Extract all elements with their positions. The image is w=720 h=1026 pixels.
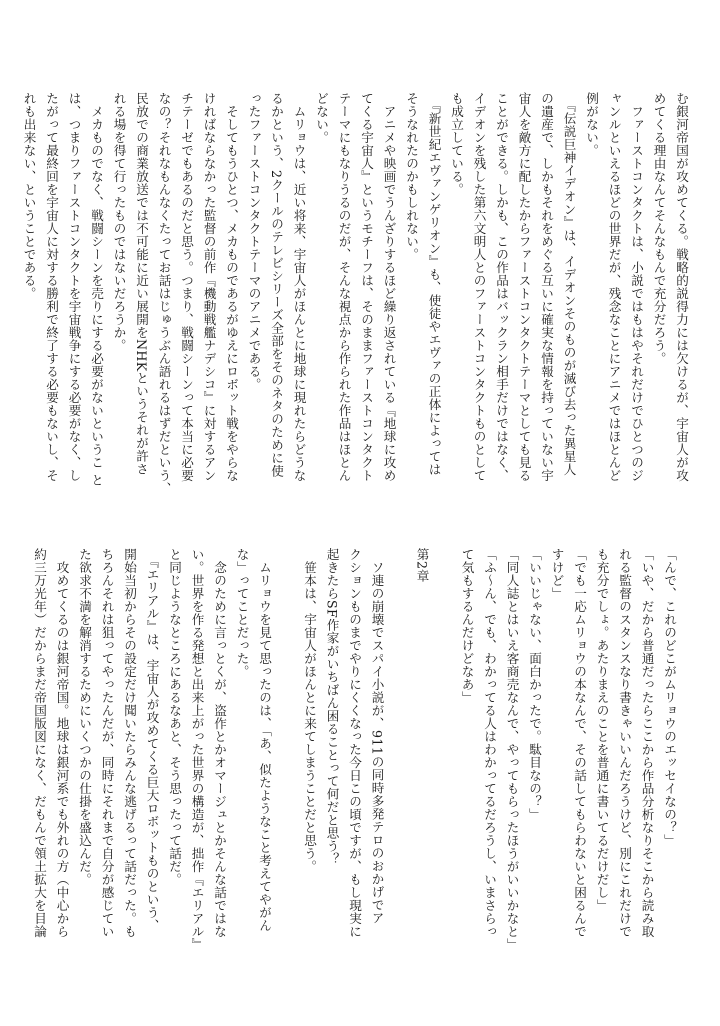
text-line: は、つまりファーストコンタクトを宇宙戦争にする必要がなく、し xyxy=(66,92,82,482)
paragraph-gap xyxy=(275,548,298,1018)
text-line: た欲求不満を解消するためにいくつかの仕掛を盛込んだ。 xyxy=(77,548,92,886)
text-line: そしてもうひとつ、メカものであるがゆえにロボット戦をやらな xyxy=(224,92,239,482)
text-line: ファーストコンタクトは、小説ではもはやそれだけでひとつのジ xyxy=(629,92,644,482)
text-line: そうなれたのかもしれない。 xyxy=(404,92,419,261)
text-line: 「ふ〜ん、でも、わかってる人はわかってるだろうし、いまさらっ xyxy=(482,548,497,938)
text-line: 「でも一応ムリョウの本なんで、その話してもらわないと困るんで xyxy=(572,548,587,938)
text-line: アニメや映画でうんざりするほど繰り返されている『地球に攻め xyxy=(381,92,397,482)
text-line: てくる宇宙人』というモチーフは、そのままファーストコンタクト xyxy=(359,92,374,482)
text-line: ャンルといえるほどの世界だが、残念なことにアニメではほとんど xyxy=(606,92,622,482)
text-line: 約三万光年）だからまだ帝国版図になく、だもんで領土拡大を目論 xyxy=(32,548,47,938)
text-line: るかという、2クールのテレビシリーズ全部をそのネタのために使 xyxy=(269,92,284,478)
text-line: れる場を得て行ったものではないだろうか。 xyxy=(111,92,127,352)
text-line: ムリョウを見て思ったのは、「あ、似たようなこと考えてやがん xyxy=(257,548,272,932)
text-line: れも出来ない、ということである。 xyxy=(21,92,37,300)
paragraph-gap xyxy=(433,548,456,1018)
text-line: テーマにもなりうるのだが、そんな視点から作られた作品はほとん xyxy=(336,92,352,482)
text-line: ソ連の崩壊でスパイ小説が、911の同時多発テロのおかげでア xyxy=(369,548,385,925)
text-line: ったファーストコンタクトテーマのアニメである。 xyxy=(246,92,262,391)
text-line: も成立している。 xyxy=(449,92,464,196)
text-line: メカものでなく、戦闘シーンを売りにする必要がないというこ と xyxy=(89,92,104,487)
text-line: 例がない。 xyxy=(584,92,599,157)
text-line: む銀河帝国が攻めてくる。戦略的説得力には欠けるが、宇宙人が攻 xyxy=(674,92,689,482)
text-line: 『エリアル』は、宇宙人が攻めてくる巨大ロボットものという、 xyxy=(144,548,160,932)
chapter-heading: 第2章 xyxy=(414,548,430,583)
text-line: の遺産で、しかもそれをめぐる互いに確実な情報を持っていない宇 xyxy=(539,92,554,482)
upper-text-block xyxy=(21,92,692,562)
text-line: 「同人誌とはいえ客商売なんで、やってもらったほうがいいかなと」 xyxy=(504,548,520,951)
text-line: 攻めてくるのは銀河帝国。地球は銀河系でも外れの方（中心から xyxy=(54,548,70,938)
text-line: 『伝説巨神イデオン』は、イデオンそのものが滅び去った異星人 xyxy=(561,92,577,476)
text-line: 「んで、これのどこがムリョウのエッセイなの？」 xyxy=(662,548,677,847)
text-line: イデオンを残した第六文明人とのファーストコンタクトものとして xyxy=(471,92,487,482)
text-line: クションものまでやりにくくなった今日この頃ですが、もし現実に xyxy=(347,548,362,938)
text-line: れる監督のスタンスなり書きゃいいんだろうけど、別にこれだけで xyxy=(617,548,632,938)
paragraph-gap xyxy=(388,548,411,1018)
text-line: たがって最終回を宇宙人に対する勝利で終了する必要もないし、そ xyxy=(44,92,59,482)
text-line: 「いや、だから普通だったらここから作品分析なりそこから読み取 xyxy=(639,548,655,938)
text-line: い。世界を作る発想と出来上がった世界の構造が、拙作『エリアル』 xyxy=(189,548,205,951)
text-line: ければならなかった監督の前作『機動戦艦ナデシコ』に対するアン xyxy=(201,92,217,482)
text-line: どない。 xyxy=(314,92,329,144)
text-line: 『新世紀エヴァンゲリオン』も、使徒やエヴァの正体によっては xyxy=(426,92,442,476)
text-line: 開始当初からその設定だけ聞いたらみんな逃げるって話だった。も xyxy=(122,548,137,938)
lower-text-block xyxy=(32,548,680,1018)
text-line: ムリョウは、近い将来、宇宙人がほんとに地球に現れたらどうな xyxy=(291,92,307,482)
text-line: な」ってことだった。 xyxy=(234,548,250,678)
text-line: 起きたらSF作家がいちばん困ることって何だと思う？ xyxy=(324,548,340,866)
text-line: と同じようなところにあるなあと、そう思ったって話だ。 xyxy=(167,548,182,886)
text-line: チテーゼでもあるのだと思う。つまり、戦闘シーンって本当に必要 xyxy=(179,92,194,482)
text-line: めてくる理由なんてそんなもんで充分だろう。 xyxy=(651,92,667,365)
text-line: ちろんそれは狙ってやったんだが、同時にそれまで自分が感じてい xyxy=(99,548,115,938)
text-line: 笹本は、宇宙人がほんとに来てしまうことだと思う。 xyxy=(302,548,317,873)
text-line: すけど」 xyxy=(549,548,565,600)
text-line: 宙人を敵方に配したからファーストコンタクトテーマとしても見る xyxy=(516,92,532,482)
text-line: なの？それなもんなくたってお話はじゅうぶん語れるはずだという、 xyxy=(156,92,172,495)
text-line: ことができる。しかも、この作品はバックラン相手だけではなく、 xyxy=(494,92,509,482)
text-line: 民放での商業放送では不可能に近い展開をNHKというそれが許さ xyxy=(134,92,149,476)
text-line: も充分でしょ。あたりまえのことを普通に書いてるだけだし」 xyxy=(594,548,610,912)
text-line: 念のために言っとくが、盗作とかオマージュとかそんな話ではな xyxy=(212,548,227,938)
text-line: 「いいじゃない、面白かったで。駄目なの？」 xyxy=(527,548,542,821)
text-line: て気もするんだけどなあ」 xyxy=(459,548,475,704)
